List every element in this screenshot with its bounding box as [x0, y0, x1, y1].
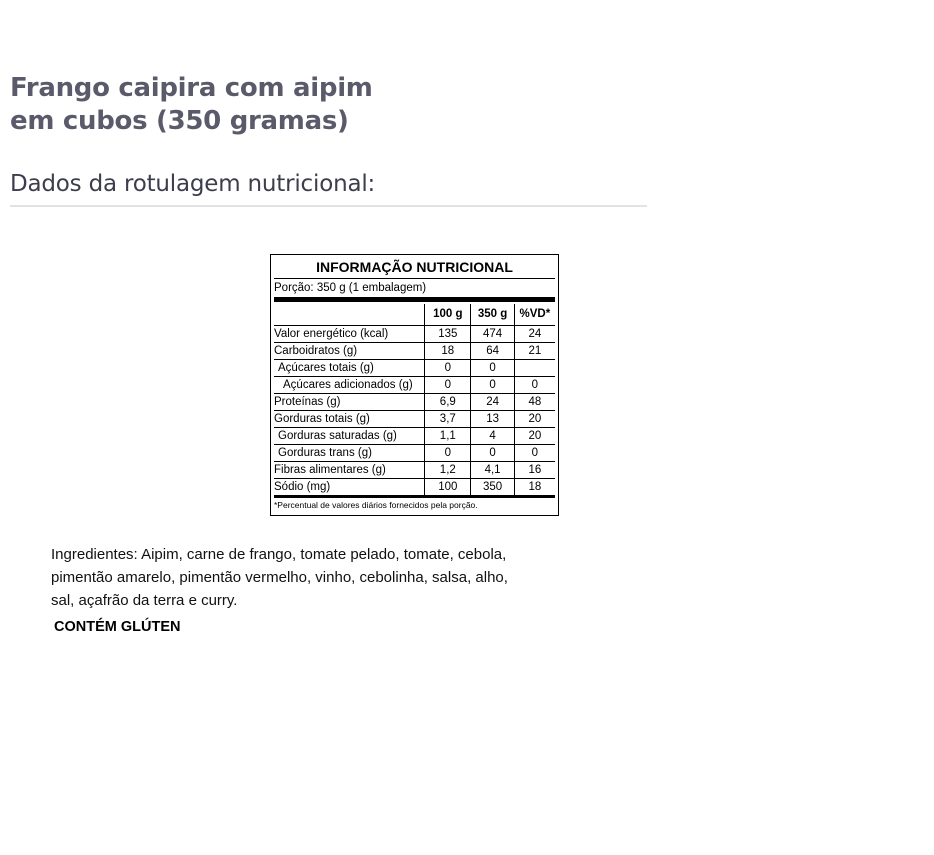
value-100g: 18: [425, 343, 471, 360]
nutrition-row: [274, 360, 555, 377]
value-vd: 0: [514, 445, 555, 462]
product-title: [10, 72, 373, 138]
value-100g: 3,7: [425, 411, 471, 428]
header-350g: 350 g: [471, 304, 514, 326]
value-100g: 0: [425, 445, 471, 462]
nutrition-row: [274, 479, 555, 497]
ingredients-text: Ingredientes: Aipim, carne de frango, tomate pelado, tomate, cebola, pimentão amarelo, pimentão vermelho, vinho, cebolinha, salsa, alho, sal, açafrão da terra e curry.: [51, 546, 508, 609]
value-vd: 20: [514, 428, 555, 445]
value-100g: 1,2: [425, 462, 471, 479]
value-vd: 20: [514, 411, 555, 428]
product-title-line-2: em cubos (350 gramas): [10, 106, 349, 136]
product-title-line-1: Frango caipira com aipim: [10, 73, 373, 103]
nutrition-row: [274, 343, 555, 360]
nutrition-row: [274, 394, 555, 411]
header-nutrient: [274, 304, 425, 326]
nutrition-row: [274, 428, 555, 445]
nutrition-header-row: [274, 304, 555, 326]
value-100g: 1,1: [425, 428, 471, 445]
nutrition-heading: INFORMAÇÃO NUTRICIONAL: [274, 255, 555, 279]
nutrient-name: Carboidratos (g): [274, 343, 425, 360]
value-vd: 16: [514, 462, 555, 479]
nutrient-name: Gorduras totais (g): [274, 411, 425, 428]
portion-size: Porção: 350 g (1 embalagem): [274, 279, 555, 302]
value-350g: 350: [471, 479, 514, 497]
value-350g: 64: [471, 343, 514, 360]
nutrition-facts-label: [270, 254, 559, 516]
nutrient-name: Proteínas (g): [274, 394, 425, 411]
nutrition-row: [274, 445, 555, 462]
nutrient-name: Gorduras saturadas (g): [274, 428, 425, 445]
nutrient-name: Açúcares totais (g): [274, 360, 425, 377]
nutrient-name: Fibras alimentares (g): [274, 462, 425, 479]
nutrient-name: Gorduras trans (g): [274, 445, 425, 462]
value-vd: 0: [514, 377, 555, 394]
value-vd: [514, 360, 555, 377]
value-350g: 0: [471, 360, 514, 377]
value-350g: 0: [471, 445, 514, 462]
nutrient-name: Açúcares adicionados (g): [274, 377, 425, 394]
nutrition-table: [274, 304, 555, 498]
section-divider: [10, 205, 647, 207]
header-100g: 100 g: [425, 304, 471, 326]
value-vd: 48: [514, 394, 555, 411]
value-vd: 18: [514, 479, 555, 497]
value-100g: 0: [425, 377, 471, 394]
nutrition-row: [274, 462, 555, 479]
value-100g: 100: [425, 479, 471, 497]
nutrient-name: Sódio (mg): [274, 479, 425, 497]
value-vd: 24: [514, 326, 555, 343]
value-vd: 21: [514, 343, 555, 360]
value-350g: 24: [471, 394, 514, 411]
header-vd: %VD*: [514, 304, 555, 326]
nutrient-name: Valor energético (kcal): [274, 326, 425, 343]
value-350g: 4,1: [471, 462, 514, 479]
nutrition-section-title: Dados da rotulagem nutricional:: [10, 171, 376, 197]
nutrition-row: [274, 326, 555, 343]
allergen-warning: CONTÉM GLÚTEN: [54, 619, 181, 635]
value-350g: 474: [471, 326, 514, 343]
value-100g: 135: [425, 326, 471, 343]
nutrition-footnote: *Percentual de valores diários fornecidos pela porção.: [274, 500, 478, 510]
value-350g: 13: [471, 411, 514, 428]
nutrition-row: [274, 411, 555, 428]
value-350g: 4: [471, 428, 514, 445]
value-100g: 0: [425, 360, 471, 377]
value-350g: 0: [471, 377, 514, 394]
nutrition-row: [274, 377, 555, 394]
value-100g: 6,9: [425, 394, 471, 411]
